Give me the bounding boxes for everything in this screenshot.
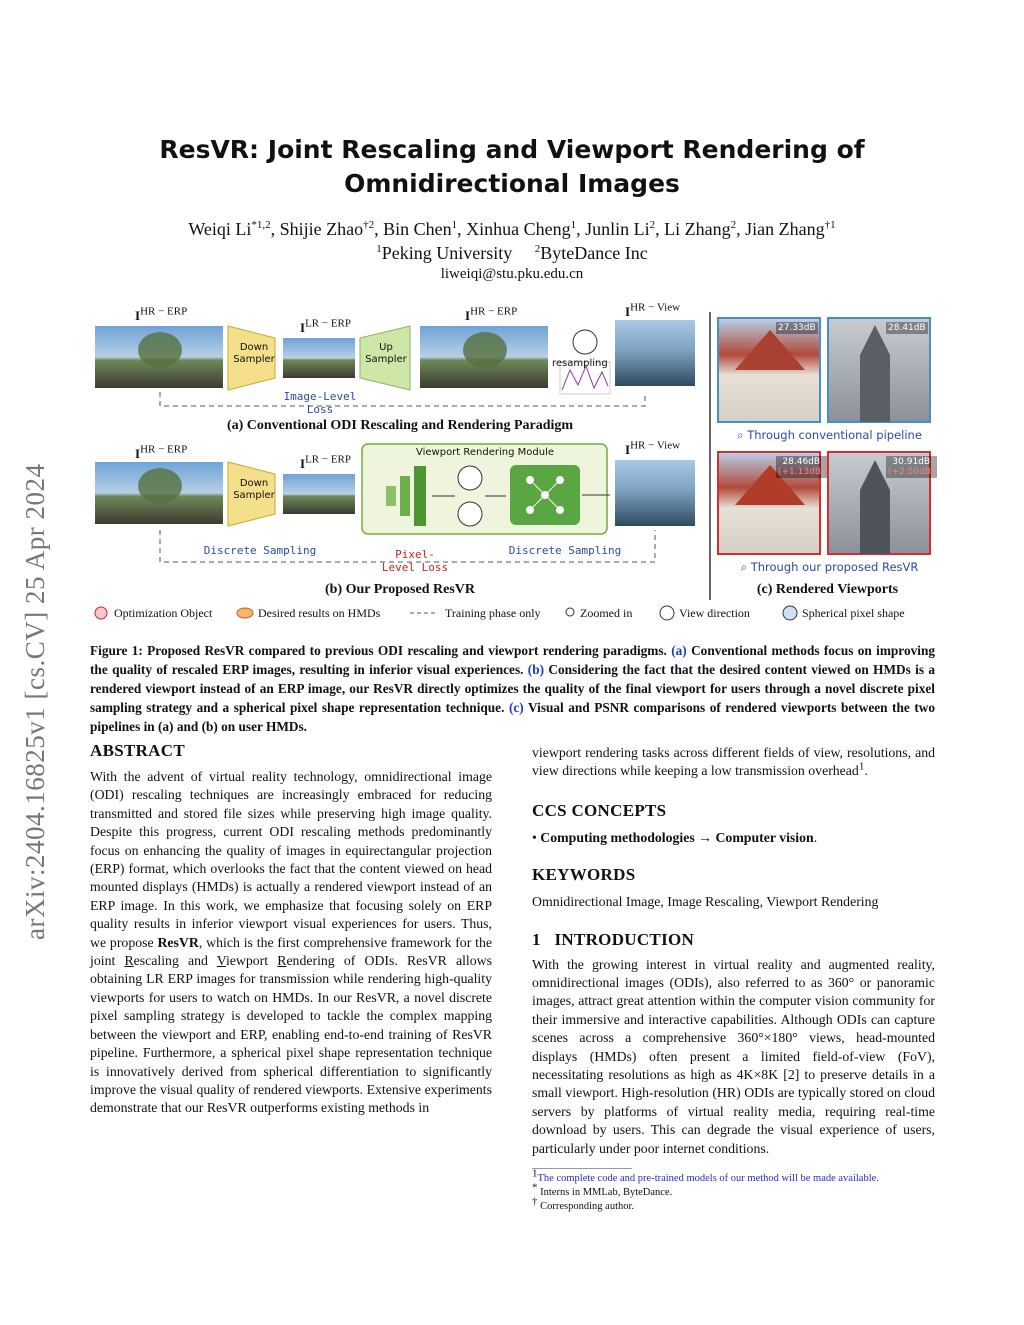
author: Bin Chen bbox=[383, 219, 452, 239]
caption-a: (a) Conventional ODI Rescaling and Rendering Paradigm bbox=[226, 418, 574, 433]
optimization-object-icon bbox=[95, 607, 107, 619]
abstract-text: With the advent of virtual reality technology, omnidirectional image (ODI) rescaling techniques are increasingly embraced for reducing transmitted and stored file sizes while preserving high image quality. Despite this progress, current ODI rescaling methods predominantly focus on enhancing the quality of images in equirectangular projection (ERP) format, which overlooks the fact that the content viewed on head mounted displays (HMDs) is actually a rendered viewport instead of an ERP image. In this work, we emphasize that focusing solely on ERP quality results in inferior viewport visual experiences for users. Thus, we propose ResVR, which is the first comprehensive framework for the joint Rescaling and Viewport Rendering of ODIs. ResVR allows obtaining LR ERP images for transmission while rendering high-quality viewports for users to watch on HMDs. In our ResVR, a novel discrete pixel sampling strategy is developed to tackle the complex mapping between the viewport and ERP, enabling end-to-end training of ResVR pipeline. Furthermore, a spherical pixel shape representation technique is innovatively derived from spherical differentiation to significantly improve the visual quality of rendered viewports. Extensive experiments demonstrate that our ResVR outperforms existing methods in bbox=[90, 769, 492, 1116]
right-column bbox=[532, 744, 935, 1214]
abstract-heading: ABSTRACT bbox=[90, 741, 185, 760]
keywords-heading: KEYWORDS bbox=[532, 865, 636, 885]
author: Junlin Li bbox=[585, 219, 650, 239]
resampling-icon bbox=[573, 330, 597, 354]
label-hr-erp-a: $I^{HR - ERP}$ bbox=[135, 305, 188, 323]
affiliation: ByteDance Inc bbox=[540, 243, 648, 263]
down-sampler-label-b: Down Sampler bbox=[233, 478, 275, 501]
spherical-pixel-icon bbox=[783, 606, 797, 620]
author: Shijie Zhao bbox=[279, 219, 364, 239]
hmd-icon bbox=[237, 608, 253, 618]
image-level-loss-label: Image-Level Loss bbox=[283, 390, 357, 416]
author: Li Zhang bbox=[664, 219, 731, 239]
intro-heading: 1 INTRODUCTION bbox=[532, 929, 695, 949]
viewport-image-a bbox=[615, 320, 695, 386]
abstract-section bbox=[90, 741, 492, 1118]
legend-training: Training phase only bbox=[445, 606, 541, 620]
footnotes bbox=[532, 1167, 935, 1214]
footnote: * Interns in MMLab, ByteDance. bbox=[532, 1181, 673, 1199]
arxiv-identifier: arXiv:2404.16825v1 [cs.CV] 25 Apr 2024 bbox=[20, 463, 50, 940]
resampling-label: resampling bbox=[552, 358, 608, 369]
psnr-resvr-house: 28.46dB (+1.13dB) bbox=[778, 457, 825, 477]
footnote-link[interactable]: The complete code and pre-trained models of our method will be made available. bbox=[537, 1173, 879, 1185]
affiliation: Peking University bbox=[381, 243, 513, 263]
psnr-conv-tower: 28.41dB bbox=[888, 323, 926, 333]
author-email: liweiqi@stu.pku.edu.cn bbox=[440, 266, 584, 282]
figure-1 bbox=[90, 300, 940, 630]
erp-lr-image bbox=[283, 338, 355, 378]
zoom-icon bbox=[566, 608, 574, 616]
through-resvr-label: ⌕ Through our proposed ResVR bbox=[740, 560, 919, 574]
paper-title bbox=[0, 133, 1024, 201]
down-sampler-label: Down Sampler bbox=[233, 342, 275, 365]
footnote: † Corresponding author. bbox=[532, 1195, 635, 1213]
intro-text: With the growing interest in virtual reality and augmented reality, omnidirectional images (ODIs), also referred to as 360° or panoramic images, attract great attention within the computer vision community for their immersive and interactive capabilities. Although ODIs can capture scenes across a comprehensive 360°×180° views, head-mounted displays (HMDs) often present a limited field-of-view (FoV), necessitating resolutions as high as 4K×8K [2] to preserve details in a small viewport. High-resolution (HR) ODIs are typically stored on cloud servers by platforms of virtual reality media, requiring real-time download by users. This can degrade the visual experience of users, particularly under poor internet conditions. bbox=[532, 956, 935, 1156]
discrete-sampling-left: Discrete Sampling bbox=[203, 544, 317, 557]
label-lr-erp-b: $I^{LR - ERP}$ bbox=[300, 453, 351, 471]
label-hr-view-b: $I^{HR - View}$ bbox=[625, 439, 681, 457]
view-direction-icon bbox=[660, 606, 674, 620]
author: Jian Zhang bbox=[745, 219, 825, 239]
up-sampler-label: Up Sampler bbox=[365, 342, 407, 365]
legend-zoom: Zoomed in bbox=[580, 606, 633, 620]
through-conventional-label: ⌕ Through conventional pipeline bbox=[737, 428, 922, 442]
label-hr-erp-b: $I^{HR - ERP}$ bbox=[135, 443, 188, 461]
legend-optimization: Optimization Object bbox=[114, 606, 213, 620]
abstract-continued: viewport rendering tasks across different fields of view, resolutions, and view directions while keeping a low transmission overhead$^1$. bbox=[532, 745, 935, 779]
psnr-resvr-tower: 30.91dB (+2.50dB) bbox=[888, 457, 935, 477]
legend-hmd: Desired results on HMDs bbox=[258, 606, 381, 620]
ref-a-link[interactable]: (a) bbox=[671, 643, 687, 658]
author: Xinhua Cheng bbox=[466, 219, 571, 239]
author-list bbox=[0, 217, 1024, 265]
label-hr-view-a: $I^{HR - View}$ bbox=[625, 301, 681, 319]
erp-lr-image-b bbox=[283, 474, 355, 514]
psnr-conv-house: 27.33dB bbox=[778, 323, 816, 333]
ref-c-link[interactable]: (c) bbox=[508, 700, 524, 715]
legend-view-direction: View direction bbox=[679, 606, 750, 620]
label-lr-erp-a: $I^{LR - ERP}$ bbox=[300, 317, 351, 335]
keywords-text: Omnidirectional Image, Image Rescaling, Viewport Rendering bbox=[532, 894, 879, 910]
ref-b-link[interactable]: (b) bbox=[527, 662, 545, 677]
caption-c: (c) Rendered Viewports bbox=[756, 582, 899, 597]
title-line-1: ResVR: Joint Rescaling and Viewport Rendering of bbox=[159, 135, 865, 164]
ccs-heading: CCS CONCEPTS bbox=[532, 800, 667, 820]
viewport-module-label: Viewport Rendering Module bbox=[415, 447, 554, 458]
figure-caption: Figure 1: Proposed ResVR compared to previous ODI rescaling and viewport rendering paradigms. (a) Conventional methods focus on improving the quality of rescaled ERP images, resulting in inferior visual experiences. (b) Considering the fact that the desired content viewed on HMDs is a rendered viewport instead of an ERP image, our ResVR directly optimizes the quality of the final viewport for users through a novel discrete pixel sampling strategy and a spherical pixel shape representation technique. (c) Visual and PSNR comparisons of rendered viewports between the two pipelines in (a) and (b) on user HMDs. bbox=[90, 643, 935, 734]
discrete-sampling-right: Discrete Sampling bbox=[508, 544, 622, 557]
footnote: $^1$The complete code and pre-trained models of our method will be made available. bbox=[532, 1167, 879, 1185]
affiliations: $^1$Peking University $^2$ByteDance Inc bbox=[376, 243, 648, 263]
viewport-image-b bbox=[615, 460, 695, 526]
pixel-level-loss-label: Pixel-Level Loss bbox=[381, 548, 449, 574]
title-line-2: Omnidirectional Images bbox=[344, 169, 680, 198]
author: Weiqi Li bbox=[188, 219, 252, 239]
ccs-text: • Computing methodologies → Computer vision. bbox=[532, 829, 818, 845]
caption-b: (b) Our Proposed ResVR bbox=[325, 582, 475, 597]
authors-line: Weiqi Li$^{*1,2}$, Shijie Zhao$^{\dagger 2}$, Bin Chen$^1$, Xinhua Cheng$^1$, Junlin Li$^2$, Li Zhang$^2$, Jian Zhang$^{\dagger 1}$ bbox=[188, 219, 836, 239]
label-hr-erp-rescaled: $I^{HR - ERP}$ bbox=[465, 305, 518, 323]
legend-spherical-pixel: Spherical pixel shape bbox=[802, 606, 905, 620]
